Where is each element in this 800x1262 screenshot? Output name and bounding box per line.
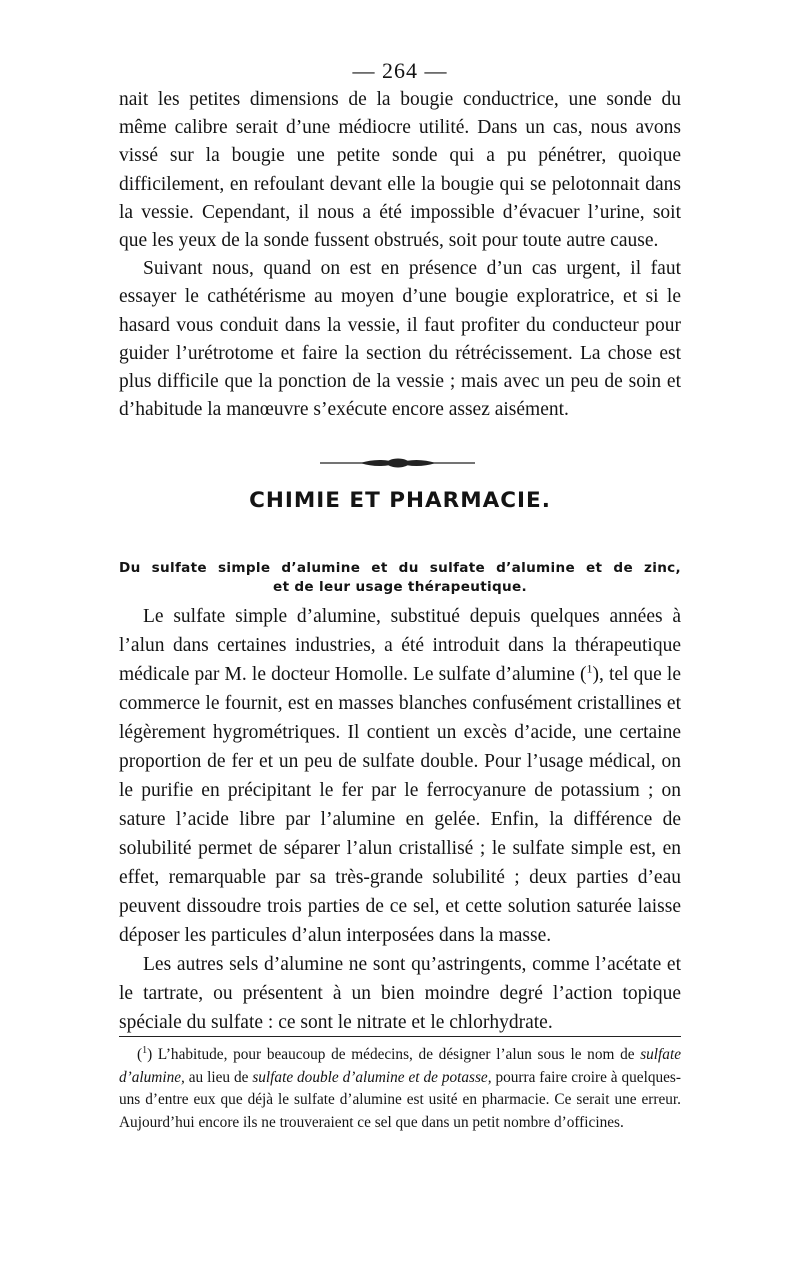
- paragraph-bougie: nait les petites dimensions de la bougie conductrice, une sonde du même calibre serait d’une médiocre utilité. Dans un cas, nous avons vissé sur la bougie une petite sonde qui a pu pénétrer, quoique difficilement, en refoulant devant elle la bougie qui se pelotonnait dans la vessie. Cependant, il nous a été impossible d’évacuer l’urine, soit que les yeux de la sonde fussent obstrués, soit pour toute autre cause.: [119, 89, 681, 252]
- footnote-divider: [119, 1036, 681, 1037]
- text-block-top: [119, 86, 681, 424]
- footnote-italic-2: sulfate double d’alumine et de potasse,: [252, 1068, 492, 1086]
- footnote-text: ($^1$) L’habitude, pour beaucoup de médecins, de désigner l’alun sous le nom de sulfate d’alumine, au lieu de sulfate double d’alumine et de potasse, pourra faire croire à quelques-uns d’entre eux que déjà le sulfate d’alumine est usité en pharmacie. Ce serait une erreur. Aujourd’hui encore ils ne trouveraient ce sel que dans un petit nombre d’officines.: [119, 1044, 681, 1132]
- paragraph-sulfate: [119, 602, 681, 950]
- footnote-part-2: au lieu de: [184, 1068, 253, 1086]
- paragraph-sulfate-rest: ), tel que le commerce le fournit, est en masses blanches confusément cristallines et légèrement hygrométriques. Il contient un excès d’acide, une certaine proportion de fer et un peu de sulfate double. Pour l’usage médical, on le purifie en précipitant le fer par le ferrocyanure de potassium ; on sature l’acide libre par l’alumine en gelée. Enfin, la différence de solubilité permet de séparer l’alun cristallisé ; le sulfate simple est, en effet, remarquable par sa très-grande solubilité ; deux parties d’eau peuvent dissoudre trois parties de ce sel, et cette solution saturée laisse déposer les particules d’alun interposées dans la masse.: [119, 664, 681, 946]
- article-subtitle: [119, 559, 681, 597]
- subtitle-line-1: Du sulfate simple d’alumine et du sulfate d’alumine et de zinc,: [119, 560, 681, 576]
- footnote-reference: 1: [586, 661, 593, 676]
- page-number: — 264 —: [352, 58, 448, 83]
- footnote-part-1: ) L’habitude, pour beaucoup de médecins, de désigner l’alun sous le nom de: [147, 1046, 641, 1063]
- footnote-part-3: pourra faire croire à quelques-uns d’entre eux que déjà le sulfate d’alumine est usité en pharmacie. Ce serait une erreur. Aujourd’hui encore ils ne trouveraient ce sel que dans un petit nombre d’officines.: [119, 1068, 681, 1132]
- paragraph-other-salts: Les autres sels d’alumine ne sont qu’astringents, comme l’acétate et le tartrate, ou présentent à un bien moindre degré l’action topique spéciale du sulfate : ce sont le nitrate et le chlorhydrate.: [119, 954, 681, 1033]
- footnote: [119, 1044, 681, 1135]
- footnote-marker: 1: [142, 1044, 148, 1056]
- footnote-italic-1: sulfate d’alumine,: [119, 1046, 681, 1086]
- subtitle-line-2: et de leur usage thérapeutique.: [273, 579, 527, 595]
- section-title: CHIMIE ET PHARMACIE.: [249, 488, 551, 513]
- paragraph-suivant-nous: Suivant nous, quand on est en présence d’un cas urgent, il faut essayer le cathétérisme au moyen d’une bougie exploratrice, et si le hasard vous conduit dans la vessie, il faut profiter du conducteur pour guider l’urétrotome et faire la section du rétrécissement. La chose est plus difficile que la ponction de la vessie ; mais avec un peu de soin et d’habitude la manœuvre s’exécute encore assez aisément.: [119, 258, 681, 421]
- text-block-sulfate: [119, 602, 681, 1037]
- paragraph-sulfate-intro: Le sulfate simple d’alumine, substitué depuis quelques années à l’alun dans certaines industries, a été introduit dans la thérapeutique médicale par M. le docteur Homolle. Le sulfate d’alumine (: [119, 606, 681, 685]
- section-ornament: [320, 456, 475, 470]
